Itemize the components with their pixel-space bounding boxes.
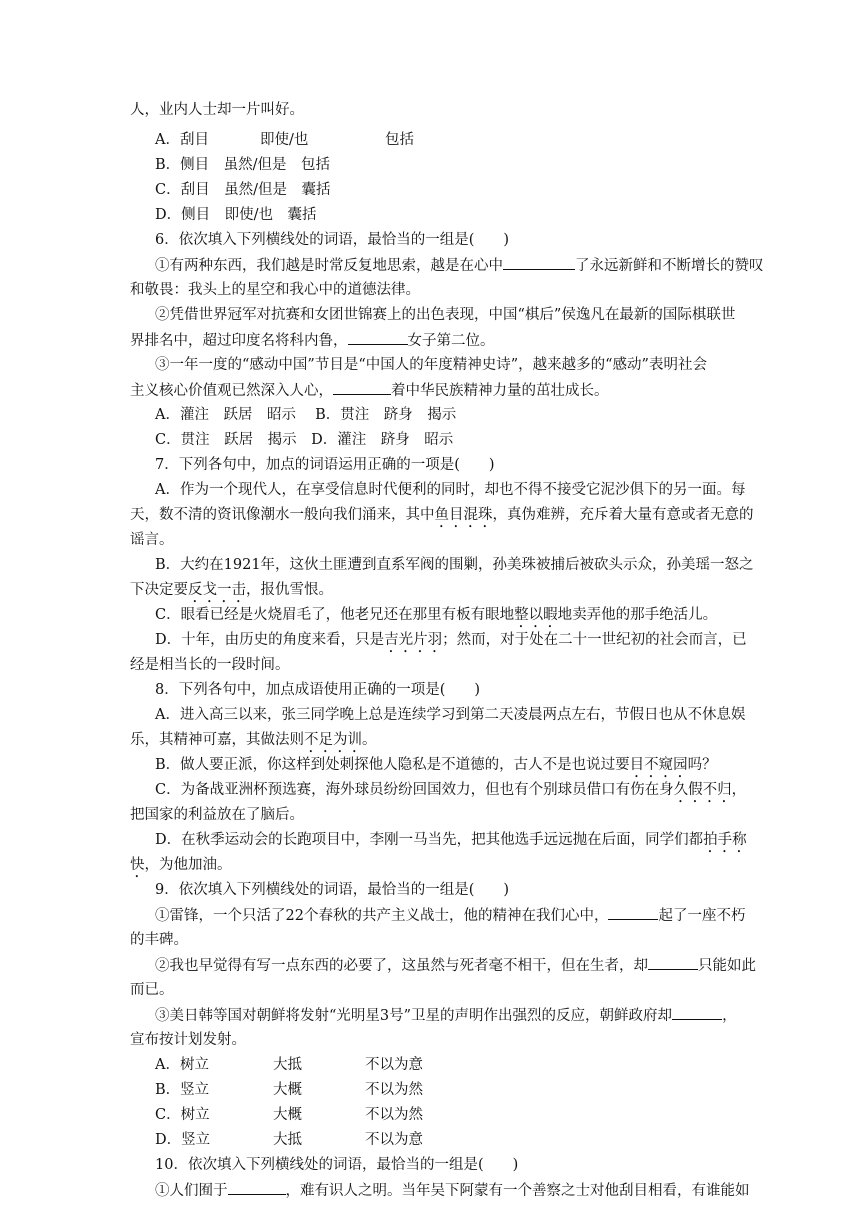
emphasized-term: 拍手称 bbox=[703, 832, 747, 848]
text-segment: ①有两种东西，我们越是时常反复地思索，越是在心中 bbox=[155, 258, 503, 274]
text-segment: 下决定要 bbox=[130, 582, 188, 598]
fill-blank bbox=[672, 1005, 722, 1020]
emphasized-term: 久假不归 bbox=[673, 782, 732, 798]
text-segment: ， bbox=[722, 1008, 737, 1024]
text-line-l19: B．大约在1921年，这伙土匪遭到直系军阀的围剿，孙美珠被捕后被砍头示众，孙美瑶一怒之 bbox=[155, 557, 754, 573]
text-line-l03: B．侧目 虽然/但是 包括 bbox=[155, 157, 331, 173]
emphasized-term: 反戈一击 bbox=[188, 582, 246, 598]
option-cell: 包括 bbox=[385, 132, 414, 148]
fill-blank bbox=[503, 255, 575, 270]
text-segment: 着中华民族精神力量的茁壮成长。 bbox=[391, 383, 609, 399]
text-line-l11: ③一年一度的“感动中国”节目是“中国人的年度精神史诗”，越来越多的“感动”表明社会 bbox=[155, 357, 707, 373]
text-segment: 吗？ bbox=[687, 757, 717, 773]
text-line-l33 bbox=[155, 905, 745, 926]
text-line-l29: 把国家的利益放在了脑后。 bbox=[130, 807, 304, 823]
fill-blank bbox=[333, 380, 391, 395]
text-line-l10 bbox=[130, 330, 495, 351]
emphasized-term: 不足为训 bbox=[304, 732, 362, 748]
text-segment: 起了一座不朽 bbox=[658, 908, 746, 924]
text-line-l20 bbox=[130, 580, 333, 606]
text-line-l01: 人，业内人士却一片叫好。 bbox=[130, 102, 304, 118]
option-cell: 即使/也 bbox=[260, 132, 309, 148]
text-line-l36: 而已。 bbox=[130, 982, 174, 998]
option-cell: 大抵 bbox=[273, 1057, 302, 1073]
option-cell: A．树立 bbox=[155, 1057, 209, 1073]
text-line-l23: 经是相当长的一段时间。 bbox=[130, 657, 290, 673]
text-line-l15: 7．下列各句中，加点的词语运用正确的一项是( ) bbox=[155, 457, 495, 473]
option-cell: 不以为然 bbox=[365, 1107, 423, 1123]
text-line-l38: 宣布按计划发射。 bbox=[130, 1032, 246, 1048]
text-line-l22 bbox=[155, 630, 747, 656]
text-line-l21 bbox=[155, 605, 717, 631]
text-line-l35 bbox=[155, 955, 756, 976]
fill-blank bbox=[228, 1180, 286, 1195]
emphasized-term: 吉光片羽 bbox=[384, 632, 443, 648]
text-segment: C．为备战亚洲杯预选赛，海外球员纷纷回国效力，但也有个别球员借口有伤在身 bbox=[155, 782, 674, 798]
text-segment: 了永远新鲜和不断增长的赞叹 bbox=[575, 258, 764, 274]
text-line-l05: D．侧目 即使/也 囊括 bbox=[155, 207, 317, 223]
text-line-l14: C．贯注 跃居 揭示 D．灌注 跻身 昭示 bbox=[155, 432, 454, 448]
option-cell: 大概 bbox=[273, 1107, 302, 1123]
text-segment: ；然而，对于处在二十一世纪初的社会而言，已 bbox=[442, 632, 747, 648]
text-segment: ，报仇雪恨。 bbox=[246, 582, 333, 598]
text-segment: B．做人要正派，你这样到处刺探他人隐私是不道德的，古人不是也说过要 bbox=[155, 757, 630, 773]
text-line-l26 bbox=[130, 730, 377, 756]
text-line-l04: C．刮目 虽然/但是 囊括 bbox=[155, 182, 331, 198]
text-segment: ，真伪难辨，充斥着大量有意或者无意的 bbox=[492, 507, 754, 523]
text-line-l31 bbox=[130, 855, 232, 881]
text-line-l09: ②凭借世界冠军对抗赛和女团世锦赛上的出色表现，中国“棋后”侯逸凡在最新的国际棋联世 bbox=[155, 307, 736, 323]
text-line-l16: A．作为一个现代人，在享受信息时代便利的同时，却也不得不接受它泥沙俱下的另一面。每 bbox=[155, 482, 746, 498]
fill-blank bbox=[348, 330, 408, 345]
text-segment: D．十年，由历史的角度来看，只是 bbox=[155, 632, 385, 648]
text-line-l28 bbox=[155, 780, 746, 806]
option-cell: 不以为意 bbox=[365, 1132, 423, 1148]
text-segment: ，为他加油。 bbox=[144, 857, 232, 873]
text-line-l13: A．灌注 跃居 昭示 B．贯注 跻身 揭示 bbox=[155, 407, 457, 423]
text-line-l07 bbox=[155, 255, 764, 276]
option-cell: D．竖立 bbox=[155, 1132, 211, 1148]
option-cell: A．刮目 bbox=[155, 132, 209, 148]
emphasized-term: 鱼目混珠 bbox=[434, 507, 493, 523]
fill-blank bbox=[648, 955, 698, 970]
emphasized-term: 快 bbox=[130, 857, 145, 873]
text-line-l25: A．进入高三以来，张三同学晚上总是连续学习到第二天凌晨两点左右，节假日也从不休息娱 bbox=[155, 707, 746, 723]
text-line-l17 bbox=[130, 505, 754, 531]
text-line-l18: 谣言。 bbox=[130, 532, 174, 548]
text-segment: 女子第二位。 bbox=[407, 333, 495, 349]
text-segment: ，难有识人之明。当年吴下阿蒙有一个善察之士对他刮目相看，有谁能如 bbox=[285, 1183, 750, 1199]
text-line-l44 bbox=[155, 1180, 750, 1201]
text-line-l43: 10．依次填入下列横线处的词语，最恰当的一组是( ) bbox=[155, 1157, 519, 1173]
text-segment: 主义核心价值观已然深入人心， bbox=[130, 383, 333, 399]
text-segment: 。 bbox=[362, 732, 377, 748]
text-segment: D．在秋季运动会的长跑项目中，李刚一马当先，把其他选手远远抛在后面，同学们都 bbox=[155, 832, 704, 848]
text-segment: ①雷锋，一个只活了22个春秋的共产主义战士，他的精神在我们心中， bbox=[155, 908, 609, 924]
option-cell: 大抵 bbox=[273, 1132, 302, 1148]
text-line-l30 bbox=[155, 830, 747, 856]
text-segment: 界排名中，超过印度名将科内鲁， bbox=[130, 333, 348, 349]
option-cell: B．竖立 bbox=[155, 1082, 210, 1098]
text-line-l12 bbox=[130, 380, 609, 401]
fill-blank bbox=[608, 905, 658, 920]
text-segment: 地卖弄他的那手绝活儿。 bbox=[557, 607, 718, 623]
text-line-l24: 8．下列各句中，加点成语使用正确的一项是( ) bbox=[155, 682, 481, 698]
text-line-l08: 和敬畏：我头上的星空和我心中的道德法律。 bbox=[130, 282, 420, 298]
text-line-l32: 9．依次填入下列横线处的词语，最恰当的一组是( ) bbox=[155, 882, 510, 898]
text-segment: ②我也早觉得有写一点东西的必要了，这虽然与死者毫不相干，但在生者，却 bbox=[155, 958, 648, 974]
text-segment: ①人们囿于 bbox=[155, 1183, 228, 1199]
text-line-l37 bbox=[155, 1005, 737, 1026]
text-segment: C．眼看已经是火烧眉毛了，他老兄还在那里有板有眼地 bbox=[155, 607, 515, 623]
text-line-l27 bbox=[155, 755, 717, 781]
option-cell: 不以为然 bbox=[365, 1082, 423, 1098]
option-cell: 大概 bbox=[273, 1082, 302, 1098]
text-segment: 乐，其精神可嘉，其做法则 bbox=[130, 732, 304, 748]
text-segment: ， bbox=[731, 782, 747, 798]
text-segment: 只能如此 bbox=[698, 958, 756, 974]
text-segment: 天，数不清的资讯像潮水一般向我们涌来，其中 bbox=[130, 507, 435, 523]
option-cell: C．树立 bbox=[155, 1107, 210, 1123]
emphasized-term: 目不窥园 bbox=[629, 757, 688, 773]
text-line-l06: 6．依次填入下列横线处的词语，最恰当的一组是( ) bbox=[155, 232, 510, 248]
text-line-l34: 的丰碑。 bbox=[130, 932, 188, 948]
text-segment: ③美日韩等国对朝鲜将发射“光明星3号”卫星的声明作出强烈的反应，朝鲜政府却 bbox=[155, 1008, 673, 1024]
option-cell: 不以为意 bbox=[365, 1057, 423, 1073]
emphasized-term: 整以暇 bbox=[514, 607, 558, 623]
